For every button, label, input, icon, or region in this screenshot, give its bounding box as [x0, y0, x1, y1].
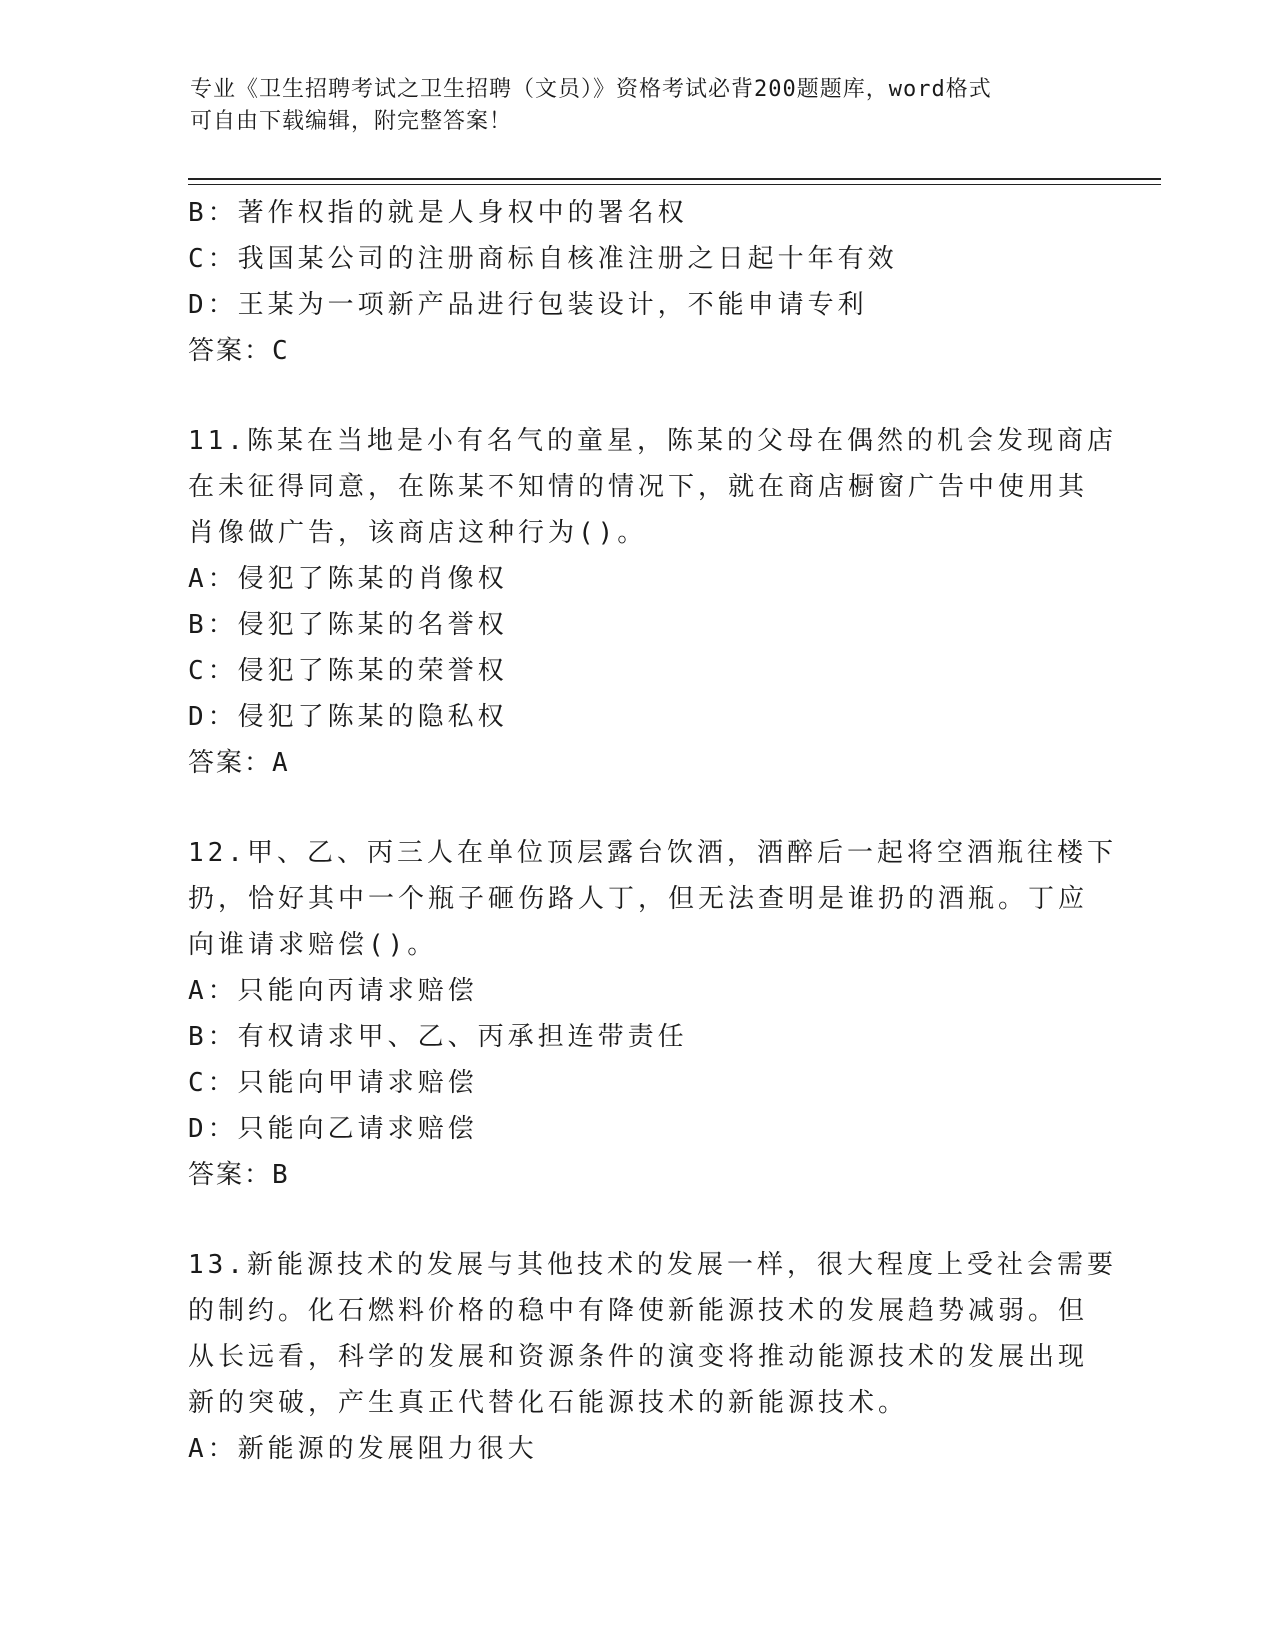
answer-line: 答案：B [188, 1160, 290, 1190]
header-rule-thick [188, 178, 1161, 180]
question-gap [188, 374, 1088, 418]
question-12 [188, 830, 1117, 1198]
question-stem-line: 的制约。化石燃料价格的稳中有降使新能源技术的发展趋势减弱。但 [188, 1296, 1089, 1326]
answer-line: 答案：C [188, 336, 290, 366]
option-c: C：只能向甲请求赔偿 [188, 1068, 478, 1098]
question-stem-line: 扔，恰好其中一个瓶子砸伤路人丁，但无法查明是谁扔的酒瓶。丁应 [188, 884, 1089, 914]
option-a: A：新能源的发展阻力很大 [188, 1434, 538, 1464]
header-line-1: 专业《卫生招聘考试之卫生招聘（文员）》资格考试必背200题题库，word格式 [190, 77, 992, 102]
question-stem-line: 肖像做广告，该商店这种行为()。 [188, 518, 648, 548]
question-content [188, 190, 1117, 1472]
document-header [190, 74, 1090, 138]
option-d: D：只能向乙请求赔偿 [188, 1114, 478, 1144]
question-11 [188, 418, 1117, 786]
question-stem-line: 在未征得同意，在陈某不知情的情况下，就在商店橱窗广告中使用其 [188, 472, 1089, 502]
question-stem-line: 12.甲、乙、丙三人在单位顶层露台饮酒，酒醉后一起将空酒瓶往楼下 [188, 838, 1117, 868]
question-stem-line: 从长远看，科学的发展和资源条件的演变将推动能源技术的发展出现 [188, 1342, 1089, 1372]
option-b: B：有权请求甲、乙、丙承担连带责任 [188, 1022, 688, 1052]
question-stem-line: 向谁请求赔偿()。 [188, 930, 438, 960]
question-gap [188, 1198, 1088, 1242]
option-d: D：侵犯了陈某的隐私权 [188, 702, 508, 732]
question-gap [188, 786, 1088, 830]
header-rule-thin [188, 184, 1161, 185]
option-a: A：侵犯了陈某的肖像权 [188, 564, 508, 594]
question-stem-line: 13.新能源技术的发展与其他技术的发展一样，很大程度上受社会需要 [188, 1250, 1117, 1280]
header-line-2: 可自由下载编辑，附完整答案！ [190, 109, 513, 134]
option-d: D：王某为一项新产品进行包装设计，不能申请专利 [188, 290, 868, 320]
question-10-tail [188, 190, 1088, 374]
option-a: A：只能向丙请求赔偿 [188, 976, 478, 1006]
answer-line: 答案：A [188, 748, 290, 778]
option-c: C：我国某公司的注册商标自核准注册之日起十年有效 [188, 244, 898, 274]
question-13 [188, 1242, 1117, 1472]
option-b: B：侵犯了陈某的名誉权 [188, 610, 508, 640]
question-stem-line: 11.陈某在当地是小有名气的童星，陈某的父母在偶然的机会发现商店 [188, 426, 1117, 456]
question-stem-line: 新的突破，产生真正代替化石能源技术的新能源技术。 [188, 1388, 909, 1418]
option-b: B：著作权指的就是人身权中的署名权 [188, 198, 688, 228]
option-c: C：侵犯了陈某的荣誉权 [188, 656, 508, 686]
